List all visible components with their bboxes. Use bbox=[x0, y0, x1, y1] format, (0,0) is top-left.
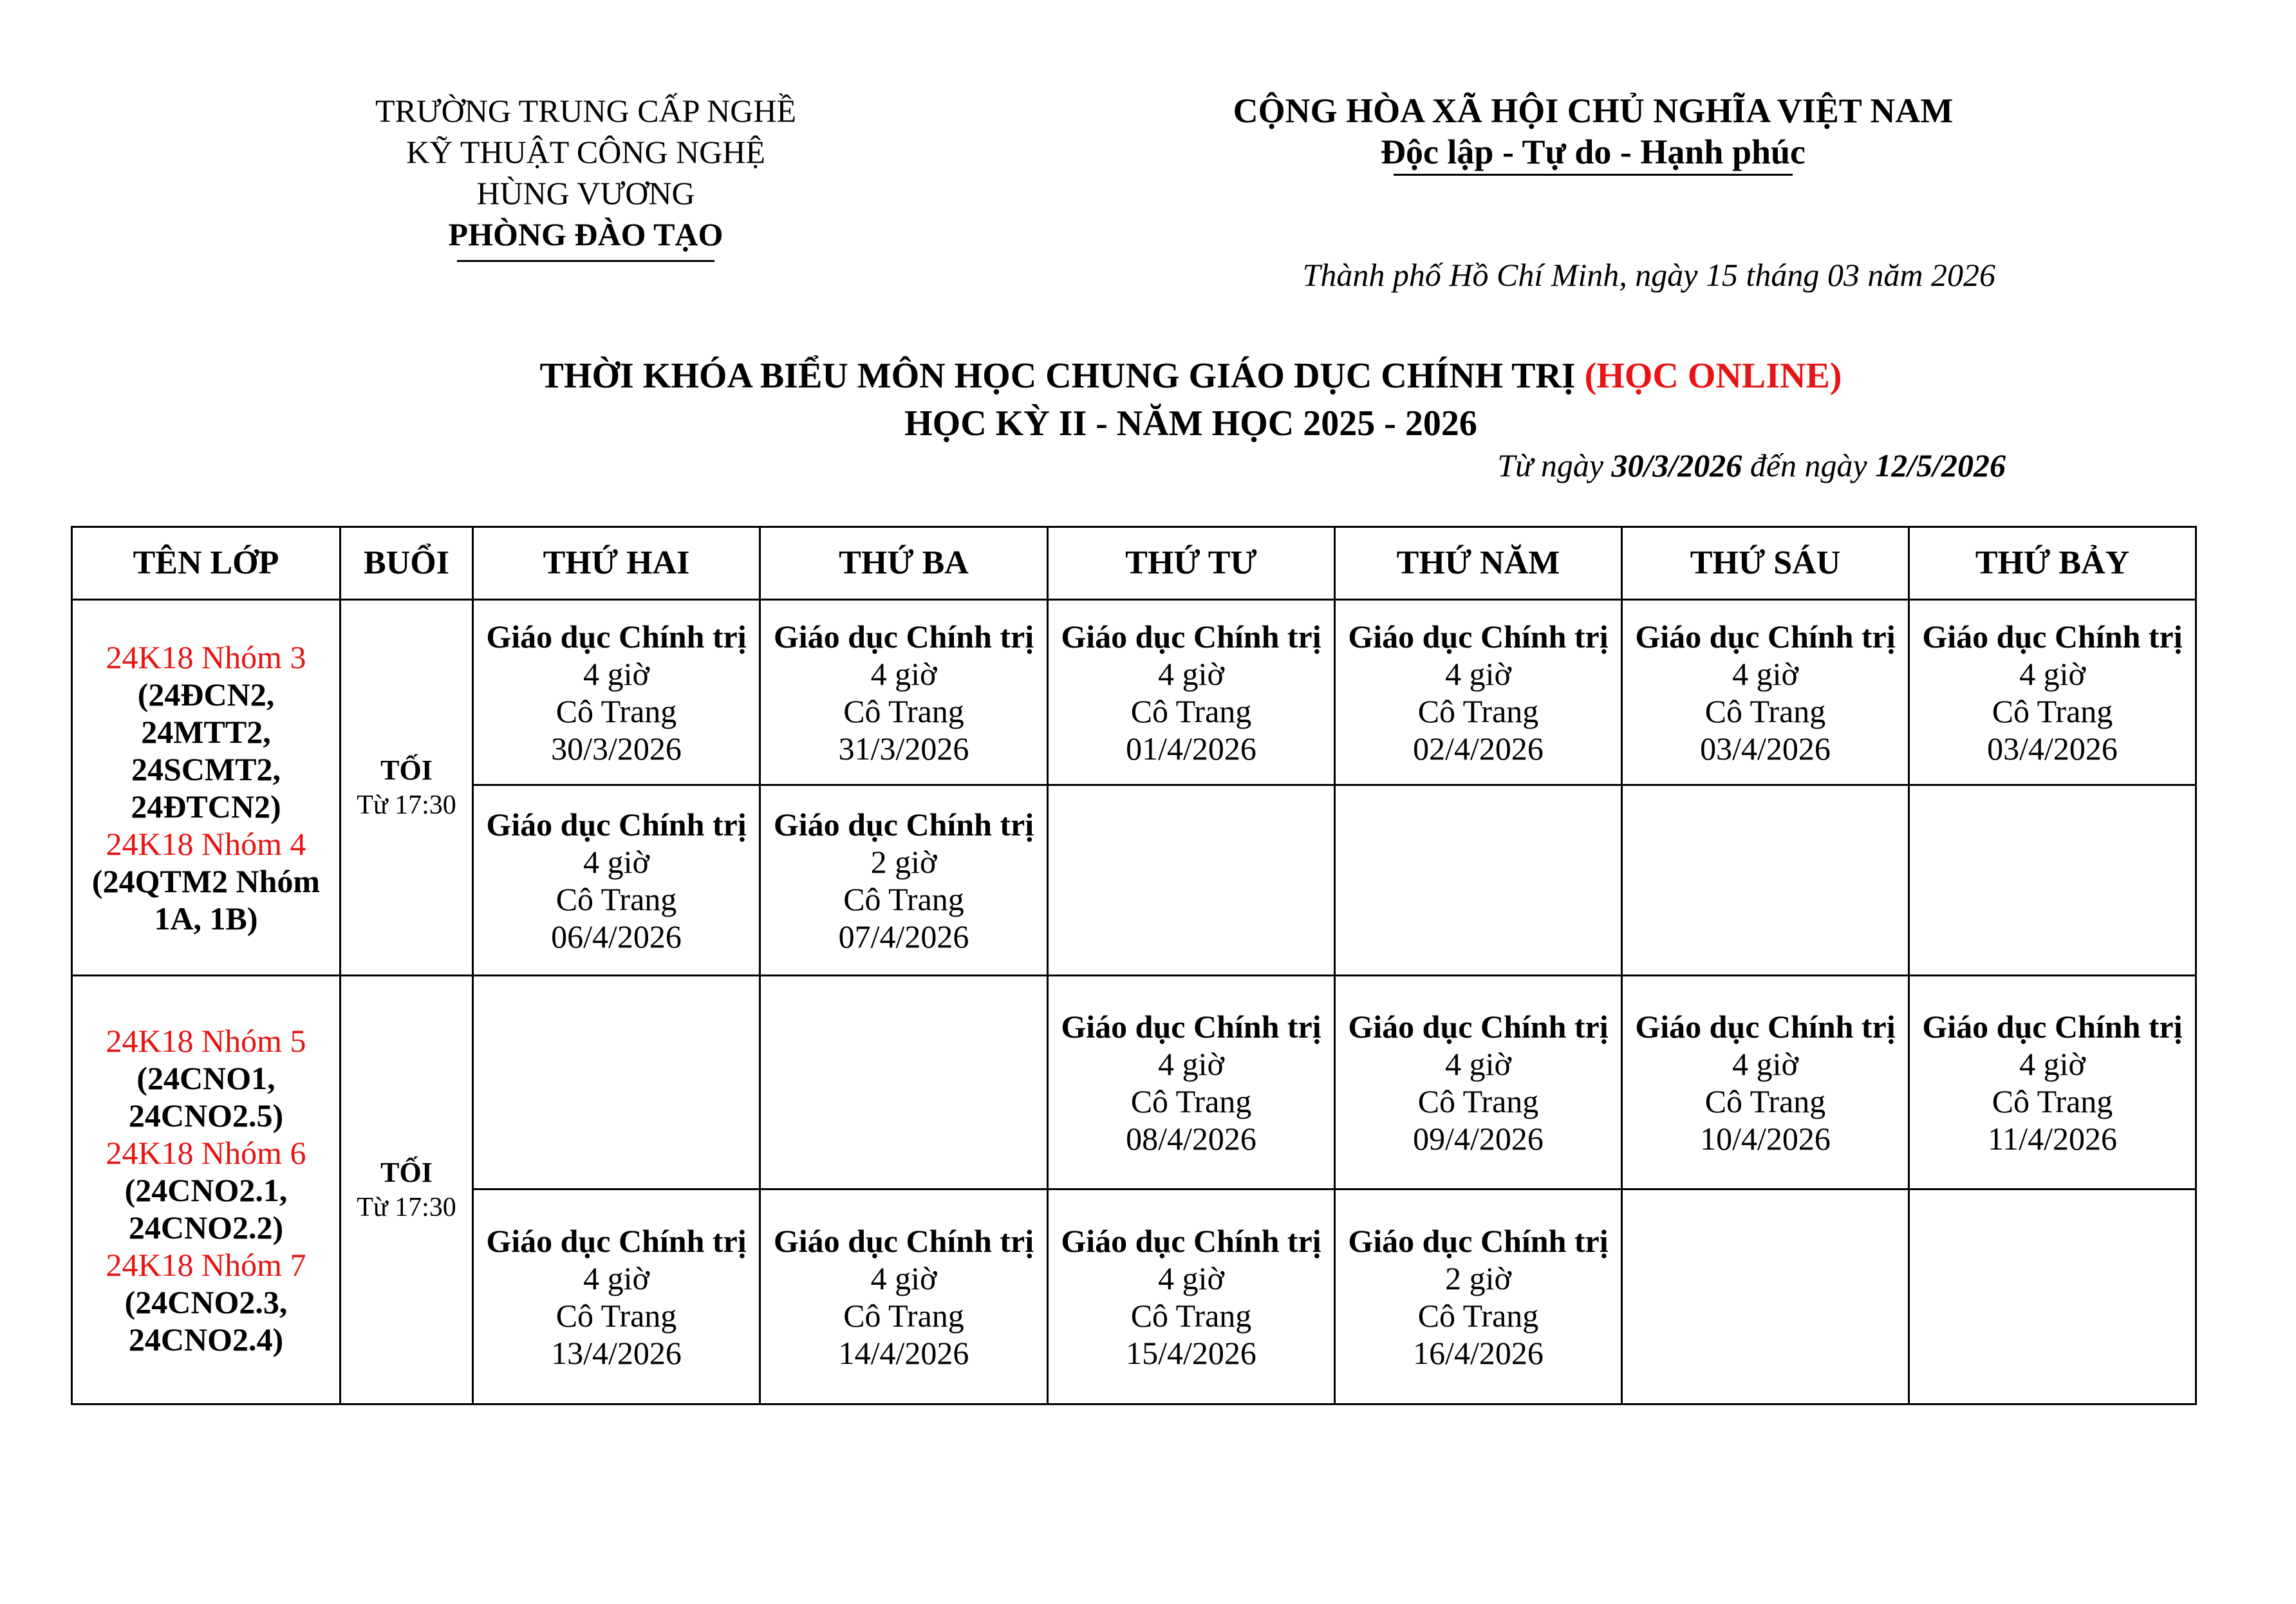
lesson-date: 09/4/2026 bbox=[1413, 1120, 1544, 1157]
schedule-slot bbox=[1909, 976, 2196, 1189]
schedule-slot bbox=[760, 785, 1048, 976]
national-header bbox=[1191, 90, 1995, 176]
issue-date: Thành phố Hồ Chí Minh, ngày 15 tháng 03 năm 2026 bbox=[1302, 257, 1995, 293]
session-cell bbox=[341, 976, 473, 1404]
teacher-name: Cô Trang bbox=[843, 1297, 964, 1334]
school-name-line3: HÙNG VƯƠNG bbox=[476, 175, 695, 211]
teacher-name: Cô Trang bbox=[843, 881, 964, 917]
schedule-slot bbox=[473, 1189, 760, 1404]
class-code: 1A, 1B) bbox=[154, 900, 258, 937]
schedule-slot bbox=[1909, 600, 2196, 785]
subject-name: Giáo dục Chính trị bbox=[1348, 1222, 1609, 1259]
lesson-date: 08/4/2026 bbox=[1126, 1120, 1256, 1157]
hours: 4 giờ bbox=[1158, 655, 1224, 692]
class-group-name: 24K18 Nhóm 4 bbox=[106, 825, 306, 862]
schedule-slot bbox=[1335, 976, 1622, 1189]
teacher-name: Cô Trang bbox=[1704, 1083, 1826, 1119]
range-mid: đến ngày bbox=[1742, 447, 1876, 483]
hours: 4 giờ bbox=[1732, 1045, 1798, 1082]
school-name-line1: TRƯỜNG TRUNG CẤP NGHỀ bbox=[375, 93, 797, 129]
lesson-date: 01/4/2026 bbox=[1126, 730, 1256, 767]
hours: 4 giờ bbox=[1158, 1260, 1224, 1296]
session-time: Từ 17:30 bbox=[357, 790, 456, 820]
class-group-name: 24K18 Nhóm 6 bbox=[106, 1134, 306, 1171]
subject-name: Giáo dục Chính trị bbox=[773, 806, 1034, 843]
schedule-slot bbox=[760, 600, 1048, 785]
class-group-name: 24K18 Nhóm 7 bbox=[106, 1246, 306, 1283]
hours: 4 giờ bbox=[583, 1260, 649, 1296]
schedule-slot bbox=[473, 785, 760, 976]
teacher-name: Cô Trang bbox=[555, 1297, 677, 1334]
session-name: TỐI bbox=[380, 1156, 433, 1188]
subject-name: Giáo dục Chính trị bbox=[1922, 1008, 2183, 1045]
lesson-date: 11/4/2026 bbox=[1988, 1120, 2117, 1157]
subject-name: Giáo dục Chính trị bbox=[1348, 618, 1609, 655]
timetable-body bbox=[72, 600, 2196, 1404]
header-class: TÊN LỚP bbox=[72, 527, 341, 600]
empty-slot bbox=[1909, 785, 2196, 976]
class-code: 24CNO2.5) bbox=[128, 1097, 284, 1133]
header-wednesday: THỨ TƯ bbox=[1048, 527, 1335, 600]
header-saturday: THỨ BẢY bbox=[1909, 527, 2196, 600]
header-tuesday: THỨ BA bbox=[760, 527, 1048, 600]
class-code: (24CNO1, bbox=[136, 1059, 275, 1096]
subject-name: Giáo dục Chính trị bbox=[773, 1222, 1034, 1259]
document-subtitle: HỌC KỲ II - NĂM HỌC 2025 - 2026 bbox=[904, 404, 1477, 443]
session-cell bbox=[341, 600, 473, 976]
hours: 4 giờ bbox=[2019, 655, 2086, 692]
title-online-tag: (HỌC ONLINE) bbox=[1584, 356, 1842, 396]
lesson-date: 06/4/2026 bbox=[551, 918, 682, 955]
document-title bbox=[0, 355, 2296, 396]
class-code: 24ĐTCN2) bbox=[131, 788, 281, 825]
date-range bbox=[1159, 447, 2006, 484]
schedule-slot bbox=[1335, 600, 1622, 785]
class-code: 24CNO2.4) bbox=[128, 1321, 284, 1357]
range-end: 12/5/2026 bbox=[1875, 447, 2006, 483]
national-name: CỘNG HÒA XÃ HỘI CHỦ NGHĨA VIỆT NAM bbox=[1233, 91, 1954, 130]
subject-name: Giáo dục Chính trị bbox=[486, 618, 747, 655]
subject-name: Giáo dục Chính trị bbox=[486, 1222, 747, 1259]
session-time: Từ 17:30 bbox=[357, 1192, 456, 1222]
timetable bbox=[71, 526, 2197, 1405]
subject-name: Giáo dục Chính trị bbox=[1922, 618, 2183, 655]
schedule-slot bbox=[1622, 600, 1909, 785]
class-cell bbox=[72, 976, 341, 1404]
class-group-name: 24K18 Nhóm 5 bbox=[106, 1022, 306, 1059]
schedule-slot bbox=[1048, 600, 1335, 785]
national-motto: Độc lập - Tự do - Hạnh phúc bbox=[1380, 133, 1806, 171]
lesson-date: 30/3/2026 bbox=[551, 730, 682, 767]
lesson-date: 16/4/2026 bbox=[1413, 1334, 1544, 1371]
lesson-date: 13/4/2026 bbox=[551, 1334, 682, 1371]
empty-slot bbox=[473, 976, 760, 1189]
subject-name: Giáo dục Chính trị bbox=[1635, 618, 1896, 655]
lesson-date: 15/4/2026 bbox=[1126, 1334, 1256, 1371]
hours: 4 giờ bbox=[2019, 1045, 2086, 1082]
empty-slot bbox=[1622, 1189, 1909, 1404]
class-code: 24SCMT2, bbox=[131, 751, 281, 787]
school-name-line2: KỸ THUẬT CÔNG NGHỆ bbox=[406, 134, 765, 170]
teacher-name: Cô Trang bbox=[1417, 1297, 1539, 1334]
schedule-slot bbox=[1048, 976, 1335, 1189]
header-monday: THỨ HAI bbox=[473, 527, 760, 600]
school-header bbox=[296, 90, 875, 262]
lesson-date: 14/4/2026 bbox=[838, 1334, 969, 1371]
lesson-date: 31/3/2026 bbox=[838, 730, 969, 767]
hours: 4 giờ bbox=[583, 843, 649, 880]
teacher-name: Cô Trang bbox=[1992, 1083, 2113, 1119]
teacher-name: Cô Trang bbox=[1704, 693, 1826, 729]
hours: 4 giờ bbox=[870, 655, 937, 692]
teacher-name: Cô Trang bbox=[1130, 1297, 1252, 1334]
table-header-row bbox=[72, 527, 2196, 600]
empty-slot bbox=[760, 976, 1048, 1189]
class-code: (24QTM2 Nhóm bbox=[91, 863, 321, 899]
range-start: 30/3/2026 bbox=[1611, 447, 1742, 483]
hours: 2 giờ bbox=[870, 843, 937, 880]
motto-underline bbox=[1394, 174, 1793, 176]
lesson-date: 07/4/2026 bbox=[838, 918, 969, 955]
hours: 4 giờ bbox=[1445, 655, 1511, 692]
header-friday: THỨ SÁU bbox=[1622, 527, 1909, 600]
schedule-slot bbox=[760, 1189, 1048, 1404]
class-code: 24CNO2.2) bbox=[128, 1209, 284, 1245]
hours: 4 giờ bbox=[1732, 655, 1798, 692]
subject-name: Giáo dục Chính trị bbox=[1635, 1008, 1896, 1045]
lesson-date: 10/4/2026 bbox=[1700, 1120, 1831, 1157]
hours: 4 giờ bbox=[870, 1260, 937, 1296]
class-code: (24ĐCN2, bbox=[137, 676, 275, 713]
schedule-slot bbox=[1048, 1189, 1335, 1404]
teacher-name: Cô Trang bbox=[1992, 693, 2113, 729]
empty-slot bbox=[1909, 1189, 2196, 1404]
empty-slot bbox=[1622, 785, 1909, 976]
table-row bbox=[72, 976, 2196, 1189]
teacher-name: Cô Trang bbox=[555, 881, 677, 917]
schedule-slot bbox=[1335, 1189, 1622, 1404]
hours: 4 giờ bbox=[583, 655, 649, 692]
teacher-name: Cô Trang bbox=[1130, 693, 1252, 729]
header-session: BUỔI bbox=[341, 527, 473, 600]
hours: 4 giờ bbox=[1445, 1045, 1511, 1082]
lesson-date: 03/4/2026 bbox=[1987, 730, 2118, 767]
teacher-name: Cô Trang bbox=[843, 693, 964, 729]
empty-slot bbox=[1335, 785, 1622, 976]
header-thursday: THỨ NĂM bbox=[1335, 527, 1622, 600]
hours: 4 giờ bbox=[1158, 1045, 1224, 1082]
hours: 2 giờ bbox=[1445, 1260, 1511, 1296]
table-row bbox=[72, 600, 2196, 785]
empty-slot bbox=[1048, 785, 1335, 976]
subject-name: Giáo dục Chính trị bbox=[1061, 1222, 1321, 1259]
subject-name: Giáo dục Chính trị bbox=[1061, 618, 1321, 655]
schedule-slot bbox=[1622, 976, 1909, 1189]
range-prefix: Từ ngày bbox=[1497, 447, 1612, 483]
subject-name: Giáo dục Chính trị bbox=[1348, 1008, 1609, 1045]
session-name: TỐI bbox=[380, 754, 433, 786]
teacher-name: Cô Trang bbox=[1417, 693, 1539, 729]
schedule-slot bbox=[473, 600, 760, 785]
teacher-name: Cô Trang bbox=[1417, 1083, 1539, 1119]
title-main: THỜI KHÓA BIỂU MÔN HỌC CHUNG GIÁO DỤC CHÍNH TRỊ bbox=[539, 356, 1576, 396]
lesson-date: 02/4/2026 bbox=[1413, 730, 1544, 767]
subject-name: Giáo dục Chính trị bbox=[773, 618, 1034, 655]
class-code: 24MTT2, bbox=[141, 713, 271, 750]
class-cell bbox=[72, 600, 341, 976]
class-group-name: 24K18 Nhóm 3 bbox=[106, 639, 306, 675]
subject-name: Giáo dục Chính trị bbox=[1061, 1008, 1321, 1045]
teacher-name: Cô Trang bbox=[1130, 1083, 1252, 1119]
class-code: (24CNO2.1, bbox=[124, 1171, 288, 1208]
teacher-name: Cô Trang bbox=[555, 693, 677, 729]
subject-name: Giáo dục Chính trị bbox=[486, 806, 747, 843]
department-name: PHÒNG ĐÀO TẠO bbox=[448, 216, 723, 252]
class-code: (24CNO2.3, bbox=[124, 1283, 288, 1320]
department-underline bbox=[457, 260, 714, 262]
lesson-date: 03/4/2026 bbox=[1700, 730, 1831, 767]
